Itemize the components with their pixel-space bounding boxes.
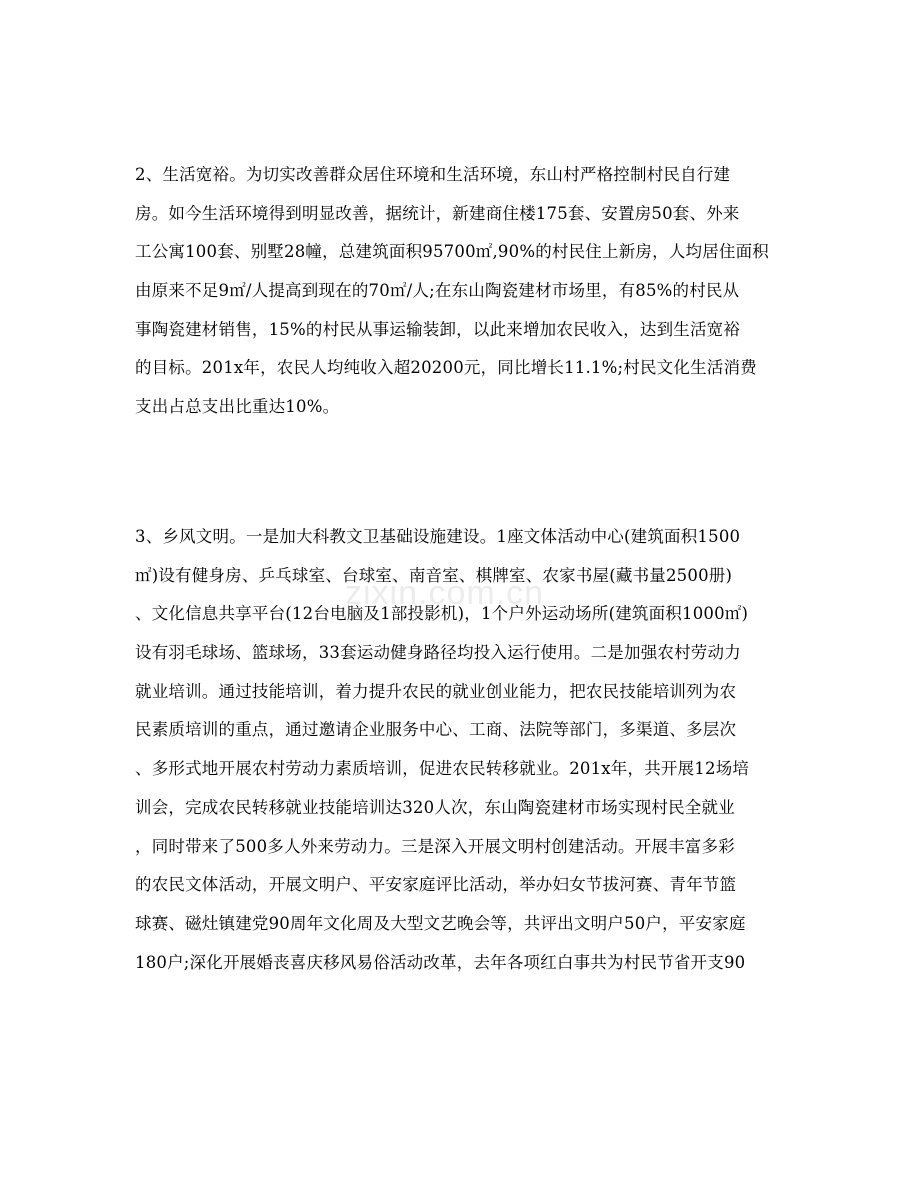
paragraph-living-standard xyxy=(135,156,795,427)
text-line: ，同时带来了500多人外来劳动力。三是深入开展文明村创建活动。开展丰富多彩 xyxy=(135,836,735,856)
text-line: 训会，完成农民转移就业技能培训达320人次，东山陶瓷建材市场实现村民全就业 xyxy=(135,797,735,817)
text-line: 工公寓100套、别墅28幢，总建筑面积95700㎡,90%的村民住上新房，人均居住面积 xyxy=(135,242,769,262)
text-line: 的目标。201x年，农民人均纯收入超20200元，同比增长11.1%;村民文化生活消费 xyxy=(135,358,757,378)
text-line: 设有羽毛球场、篮球场，33套运动健身路径均投入运行使用。二是加强农村劳动力 xyxy=(135,643,741,663)
text-line: 、文化信息共享平台(12台电脑及1部投影机)，1个户外运动场所(建筑面积1000㎡) xyxy=(135,604,749,624)
text-line: 3、乡风文明。一是加大科教文卫基础设施建设。1座文体活动中心(建筑面积1500 xyxy=(135,527,741,546)
text-line: 180户;深化开展婚丧喜庆移风易俗活动改革，去年各项红白事共为村民节省开支90 xyxy=(135,952,746,972)
text-line: 球赛、磁灶镇建党90周年文化周及大型文艺晚会等，共评出文明户50户，平安家庭 xyxy=(135,913,746,933)
text-line: 的农民文体活动，开展文明户、平安家庭评比活动，举办妇女节拔河赛、青年节篮 xyxy=(135,875,737,895)
text-line: 民素质培训的重点，通过邀请企业服务中心、工商、法院等部门，多渠道、多层次 xyxy=(135,720,737,740)
paragraph-civilized-customs xyxy=(135,518,795,982)
text-line: 2、生活宽裕。为切实改善群众居住环境和生活环境，东山村严格控制村民自行建 xyxy=(135,165,731,184)
text-line: 房。如今生活环境得到明显改善，据统计，新建商住楼175套、安置房50套、外来 xyxy=(135,203,740,223)
text-line: 由原来不足9㎡/人提高到现在的70㎡/人;在东山陶瓷建材市场里，有85%的村民从 xyxy=(135,281,740,301)
text-line: ㎡)设有健身房、乒乓球室、台球室、南音室、棋牌室、农家书屋(藏书量2500册) xyxy=(135,565,733,585)
text-line: 就业培训。通过技能培训，着力提升农民的就业创业能力，把农民技能培训列为农 xyxy=(135,681,737,701)
text-line: 支出占总支出比重达10%。 xyxy=(135,397,340,417)
text-line: 事陶瓷建材销售，15%的村民从事运输装卸，以此来增加农民收入，达到生活宽裕 xyxy=(135,319,741,339)
text-line: 、多形式地开展农村劳动力素质培训，促进农民转移就业。201x年，共开展12场培 xyxy=(135,759,750,779)
watermark: zixin.com.cn xyxy=(345,574,545,612)
